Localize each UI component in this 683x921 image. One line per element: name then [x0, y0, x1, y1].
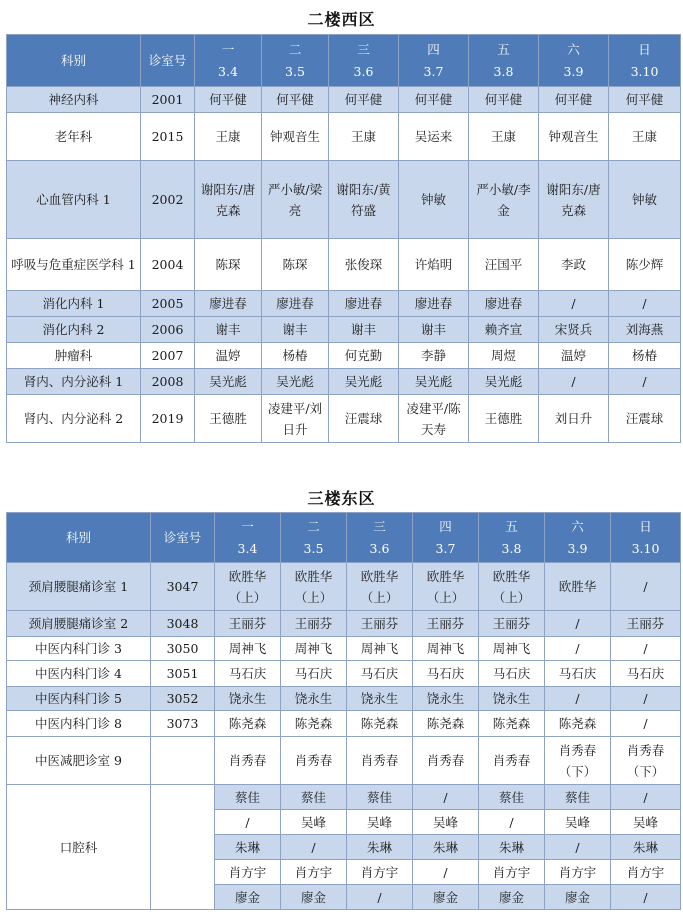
doctor-cell: 凌建平/陈天寿	[399, 395, 469, 443]
doctor-cell: /	[539, 369, 609, 395]
dept-cell: 神经内科	[7, 87, 141, 113]
doctor-cell: 温婷	[539, 343, 609, 369]
doctor-cell: 许焰明	[399, 239, 469, 291]
doctor-cell: 王丽芬	[215, 611, 281, 637]
doctor-cell: 马石庆	[215, 661, 281, 687]
section-title-2f-west: 二楼西区	[307, 10, 376, 29]
doctor-cell: 陈琛	[195, 239, 262, 291]
doctor-cell: 马石庆	[347, 661, 413, 687]
doctor-cell: 廖进春	[469, 291, 539, 317]
room-cell: 2005	[141, 291, 195, 317]
doctor-cell: 谢丰	[399, 317, 469, 343]
doctor-cell: 谢阳东/唐克森	[539, 161, 609, 239]
room-cell: 2004	[141, 239, 195, 291]
table-row	[7, 291, 681, 317]
doctor-cell: 肖秀春（下）	[611, 737, 681, 785]
table-row	[7, 637, 681, 661]
doctor-cell: 欧胜华（上）	[347, 563, 413, 611]
dept-cell: 中医内科门诊 5	[7, 687, 151, 711]
doctor-cell: 吴峰	[611, 810, 681, 835]
doctor-cell: 肖秀春	[347, 737, 413, 785]
doctor-cell: 汪震球	[609, 395, 681, 443]
dept-cell: 心血管内科 1	[7, 161, 141, 239]
doctor-cell: 钟敏	[609, 161, 681, 239]
doctor-cell: /	[347, 885, 413, 910]
doctor-cell: 欧胜华	[545, 563, 611, 611]
doctor-cell: 朱琳	[611, 835, 681, 860]
doctor-cell: 何平健	[609, 87, 681, 113]
doctor-cell: 吴光彪	[195, 369, 262, 395]
doctor-cell: /	[545, 637, 611, 661]
table-row	[7, 785, 681, 810]
dept-cell: 消化内科 2	[7, 317, 141, 343]
dept-cell: 口腔科	[7, 785, 151, 910]
doctor-cell: 饶永生	[413, 687, 479, 711]
table-row	[7, 563, 681, 611]
doctor-cell: 马石庆	[413, 661, 479, 687]
doctor-cell: 王康	[469, 113, 539, 161]
doctor-cell: 廖进春	[262, 291, 329, 317]
doctor-cell: 吴峰	[545, 810, 611, 835]
doctor-cell: /	[611, 637, 681, 661]
table-row	[7, 343, 681, 369]
doctor-cell: 周神飞	[479, 637, 545, 661]
room-cell: 3050	[151, 637, 215, 661]
doctor-cell: 李静	[399, 343, 469, 369]
doctor-cell: 吴光彪	[262, 369, 329, 395]
doctor-cell: 吴光彪	[399, 369, 469, 395]
room-cell	[151, 737, 215, 785]
dept-cell: 肾内、内分泌科 2	[7, 395, 141, 443]
schedule-table-2f-west	[6, 34, 681, 443]
doctor-cell: 陈尧森	[215, 711, 281, 737]
schedule-table-3f-east	[6, 512, 681, 910]
header-dept: 科别	[7, 35, 141, 87]
doctor-cell: 钟敏	[399, 161, 469, 239]
doctor-cell: 蔡佳	[215, 785, 281, 810]
doctor-cell: 肖方宇	[281, 860, 347, 885]
doctor-cell: 陈尧森	[281, 711, 347, 737]
doctor-cell: 汪震球	[329, 395, 399, 443]
doctor-cell: 蔡佳	[479, 785, 545, 810]
doctor-cell: 廖金	[215, 885, 281, 910]
room-cell: 2008	[141, 369, 195, 395]
doctor-cell: 王丽芬	[281, 611, 347, 637]
room-cell: 3047	[151, 563, 215, 611]
doctor-cell: 陈琛	[262, 239, 329, 291]
doctor-cell: 王康	[609, 113, 681, 161]
doctor-cell: 朱琳	[413, 835, 479, 860]
doctor-cell: 欧胜华（上）	[215, 563, 281, 611]
room-cell: 2007	[141, 343, 195, 369]
table-row	[7, 161, 681, 239]
doctor-cell: 马石庆	[545, 661, 611, 687]
table-row	[7, 661, 681, 687]
doctor-cell: 陈尧森	[413, 711, 479, 737]
dept-cell: 肾内、内分泌科 1	[7, 369, 141, 395]
doctor-cell: 马石庆	[611, 661, 681, 687]
dept-cell: 中医减肥诊室 9	[7, 737, 151, 785]
doctor-cell: 廖金	[281, 885, 347, 910]
doctor-cell: 刘日升	[539, 395, 609, 443]
header-day-sat: 六 3.9	[545, 513, 611, 563]
doctor-cell: /	[609, 369, 681, 395]
table-row	[7, 87, 681, 113]
table-row	[7, 113, 681, 161]
dept-cell: 颈肩腰腿痛诊室 2	[7, 611, 151, 637]
dept-cell: 中医内科门诊 4	[7, 661, 151, 687]
doctor-cell: 谢丰	[329, 317, 399, 343]
doctor-cell: 饶永生	[281, 687, 347, 711]
doctor-cell: 王康	[195, 113, 262, 161]
header-day-thu: 四 3.7	[413, 513, 479, 563]
doctor-cell: /	[611, 885, 681, 910]
doctor-cell: 周神飞	[281, 637, 347, 661]
dept-cell: 中医内科门诊 8	[7, 711, 151, 737]
room-cell: 3073	[151, 711, 215, 737]
doctor-cell: 肖秀春（下）	[545, 737, 611, 785]
doctor-cell: 周神飞	[347, 637, 413, 661]
doctor-cell: 李政	[539, 239, 609, 291]
doctor-cell: 廖金	[413, 885, 479, 910]
doctor-cell: 谢阳东/黄符盛	[329, 161, 399, 239]
dept-cell: 肿瘤科	[7, 343, 141, 369]
doctor-cell: 王丽芬	[611, 611, 681, 637]
doctor-cell: /	[611, 711, 681, 737]
doctor-cell: 肖方宇	[545, 860, 611, 885]
doctor-cell: 王德胜	[469, 395, 539, 443]
room-cell: 3051	[151, 661, 215, 687]
dept-cell: 消化内科 1	[7, 291, 141, 317]
doctor-cell: /	[215, 810, 281, 835]
doctor-cell: 廖进春	[329, 291, 399, 317]
header-room: 诊室号	[151, 513, 215, 563]
doctor-cell: 王丽芬	[479, 611, 545, 637]
doctor-cell: 饶永生	[215, 687, 281, 711]
doctor-cell: 朱琳	[347, 835, 413, 860]
doctor-cell: 王德胜	[195, 395, 262, 443]
doctor-cell: 肖方宇	[215, 860, 281, 885]
doctor-cell: /	[413, 785, 479, 810]
table-row	[7, 395, 681, 443]
doctor-cell: 蔡佳	[347, 785, 413, 810]
doctor-cell: 刘海燕	[609, 317, 681, 343]
doctor-cell: 吴峰	[413, 810, 479, 835]
header-day-tue: 二 3.5	[262, 35, 329, 87]
doctor-cell: /	[609, 291, 681, 317]
doctor-cell: 王丽芬	[413, 611, 479, 637]
doctor-cell: 凌建平/刘日升	[262, 395, 329, 443]
doctor-cell: 吴光彪	[329, 369, 399, 395]
doctor-cell: 何平健	[469, 87, 539, 113]
doctor-cell: 肖秀春	[281, 737, 347, 785]
doctor-cell: 饶永生	[347, 687, 413, 711]
doctor-cell: 周煜	[469, 343, 539, 369]
doctor-cell: 陈尧森	[545, 711, 611, 737]
room-cell	[151, 785, 215, 910]
doctor-cell: 饶永生	[479, 687, 545, 711]
doctor-cell: 欧胜华（上）	[281, 563, 347, 611]
doctor-cell: 廖进春	[399, 291, 469, 317]
doctor-cell: 肖方宇	[611, 860, 681, 885]
doctor-cell: /	[545, 687, 611, 711]
header-day-mon: 一 3.4	[215, 513, 281, 563]
doctor-cell: 何克勤	[329, 343, 399, 369]
doctor-cell: 杨椿	[262, 343, 329, 369]
doctor-cell: 朱琳	[215, 835, 281, 860]
doctor-cell: 廖金	[479, 885, 545, 910]
doctor-cell: 宋贤兵	[539, 317, 609, 343]
doctor-cell: 陈尧森	[479, 711, 545, 737]
doctor-cell: /	[413, 860, 479, 885]
doctor-cell: 赖齐宣	[469, 317, 539, 343]
doctor-cell: 严小敏/李金	[469, 161, 539, 239]
header-room: 诊室号	[141, 35, 195, 87]
doctor-cell: 严小敏/梁亮	[262, 161, 329, 239]
doctor-cell: 钟观音生	[262, 113, 329, 161]
table-row	[7, 611, 681, 637]
doctor-cell: 陈少辉	[609, 239, 681, 291]
doctor-cell: 王丽芬	[347, 611, 413, 637]
doctor-cell: 周神飞	[215, 637, 281, 661]
header-day-wed: 三 3.6	[329, 35, 399, 87]
header-day-sun: 日 3.10	[609, 35, 681, 87]
doctor-cell: /	[611, 785, 681, 810]
table-row	[7, 687, 681, 711]
doctor-cell: 肖秀春	[413, 737, 479, 785]
header-day-fri: 五 3.8	[469, 35, 539, 87]
doctor-cell: 廖金	[545, 885, 611, 910]
header-dept: 科别	[7, 513, 151, 563]
room-cell: 3048	[151, 611, 215, 637]
doctor-cell: 肖方宇	[479, 860, 545, 885]
doctor-cell: 廖进春	[195, 291, 262, 317]
doctor-cell: /	[479, 810, 545, 835]
doctor-cell: /	[545, 611, 611, 637]
doctor-cell: 肖方宇	[347, 860, 413, 885]
doctor-cell: 谢丰	[262, 317, 329, 343]
doctor-cell: 何平健	[262, 87, 329, 113]
room-cell: 3052	[151, 687, 215, 711]
doctor-cell: 何平健	[539, 87, 609, 113]
room-cell: 2001	[141, 87, 195, 113]
table-row	[7, 711, 681, 737]
doctor-cell: 张俊琛	[329, 239, 399, 291]
header-day-thu: 四 3.7	[399, 35, 469, 87]
doctor-cell: 吴峰	[347, 810, 413, 835]
doctor-cell: 欧胜华（上）	[479, 563, 545, 611]
doctor-cell: 吴峰	[281, 810, 347, 835]
dept-cell: 中医内科门诊 3	[7, 637, 151, 661]
header-day-sun: 日 3.10	[611, 513, 681, 563]
doctor-cell: /	[545, 835, 611, 860]
doctor-cell: 肖秀春	[215, 737, 281, 785]
doctor-cell: /	[539, 291, 609, 317]
table-row	[7, 737, 681, 785]
doctor-cell: 谢阳东/唐克森	[195, 161, 262, 239]
doctor-cell: 吴光彪	[469, 369, 539, 395]
doctor-cell: 马石庆	[479, 661, 545, 687]
doctor-cell: 吴运来	[399, 113, 469, 161]
header-day-tue: 二 3.5	[281, 513, 347, 563]
doctor-cell: 周神飞	[413, 637, 479, 661]
doctor-cell: 肖秀春	[479, 737, 545, 785]
room-cell: 2015	[141, 113, 195, 161]
doctor-cell: 马石庆	[281, 661, 347, 687]
table-row	[7, 369, 681, 395]
doctor-cell: /	[281, 835, 347, 860]
doctor-cell: 何平健	[195, 87, 262, 113]
doctor-cell: /	[611, 687, 681, 711]
doctor-cell: /	[611, 563, 681, 611]
doctor-cell: 何平健	[329, 87, 399, 113]
doctor-cell: 谢丰	[195, 317, 262, 343]
doctor-cell: 陈尧森	[347, 711, 413, 737]
table-row	[7, 239, 681, 291]
doctor-cell: 蔡佳	[545, 785, 611, 810]
room-cell: 2019	[141, 395, 195, 443]
dept-cell: 老年科	[7, 113, 141, 161]
header-day-fri: 五 3.8	[479, 513, 545, 563]
doctor-cell: 朱琳	[479, 835, 545, 860]
header-day-sat: 六 3.9	[539, 35, 609, 87]
doctor-cell: 温婷	[195, 343, 262, 369]
doctor-cell: 欧胜华（上）	[413, 563, 479, 611]
doctor-cell: 王康	[329, 113, 399, 161]
header-day-wed: 三 3.6	[347, 513, 413, 563]
room-cell: 2002	[141, 161, 195, 239]
doctor-cell: 汪国平	[469, 239, 539, 291]
room-cell: 2006	[141, 317, 195, 343]
dept-cell: 呼吸与危重症医学科 1	[7, 239, 141, 291]
doctor-cell: 何平健	[399, 87, 469, 113]
table-row	[7, 317, 681, 343]
section-title-3f-east: 三楼东区	[307, 489, 376, 508]
doctor-cell: 蔡佳	[281, 785, 347, 810]
doctor-cell: 杨椿	[609, 343, 681, 369]
doctor-cell: 钟观音生	[539, 113, 609, 161]
header-day-mon: 一 3.4	[195, 35, 262, 87]
dept-cell: 颈肩腰腿痛诊室 1	[7, 563, 151, 611]
